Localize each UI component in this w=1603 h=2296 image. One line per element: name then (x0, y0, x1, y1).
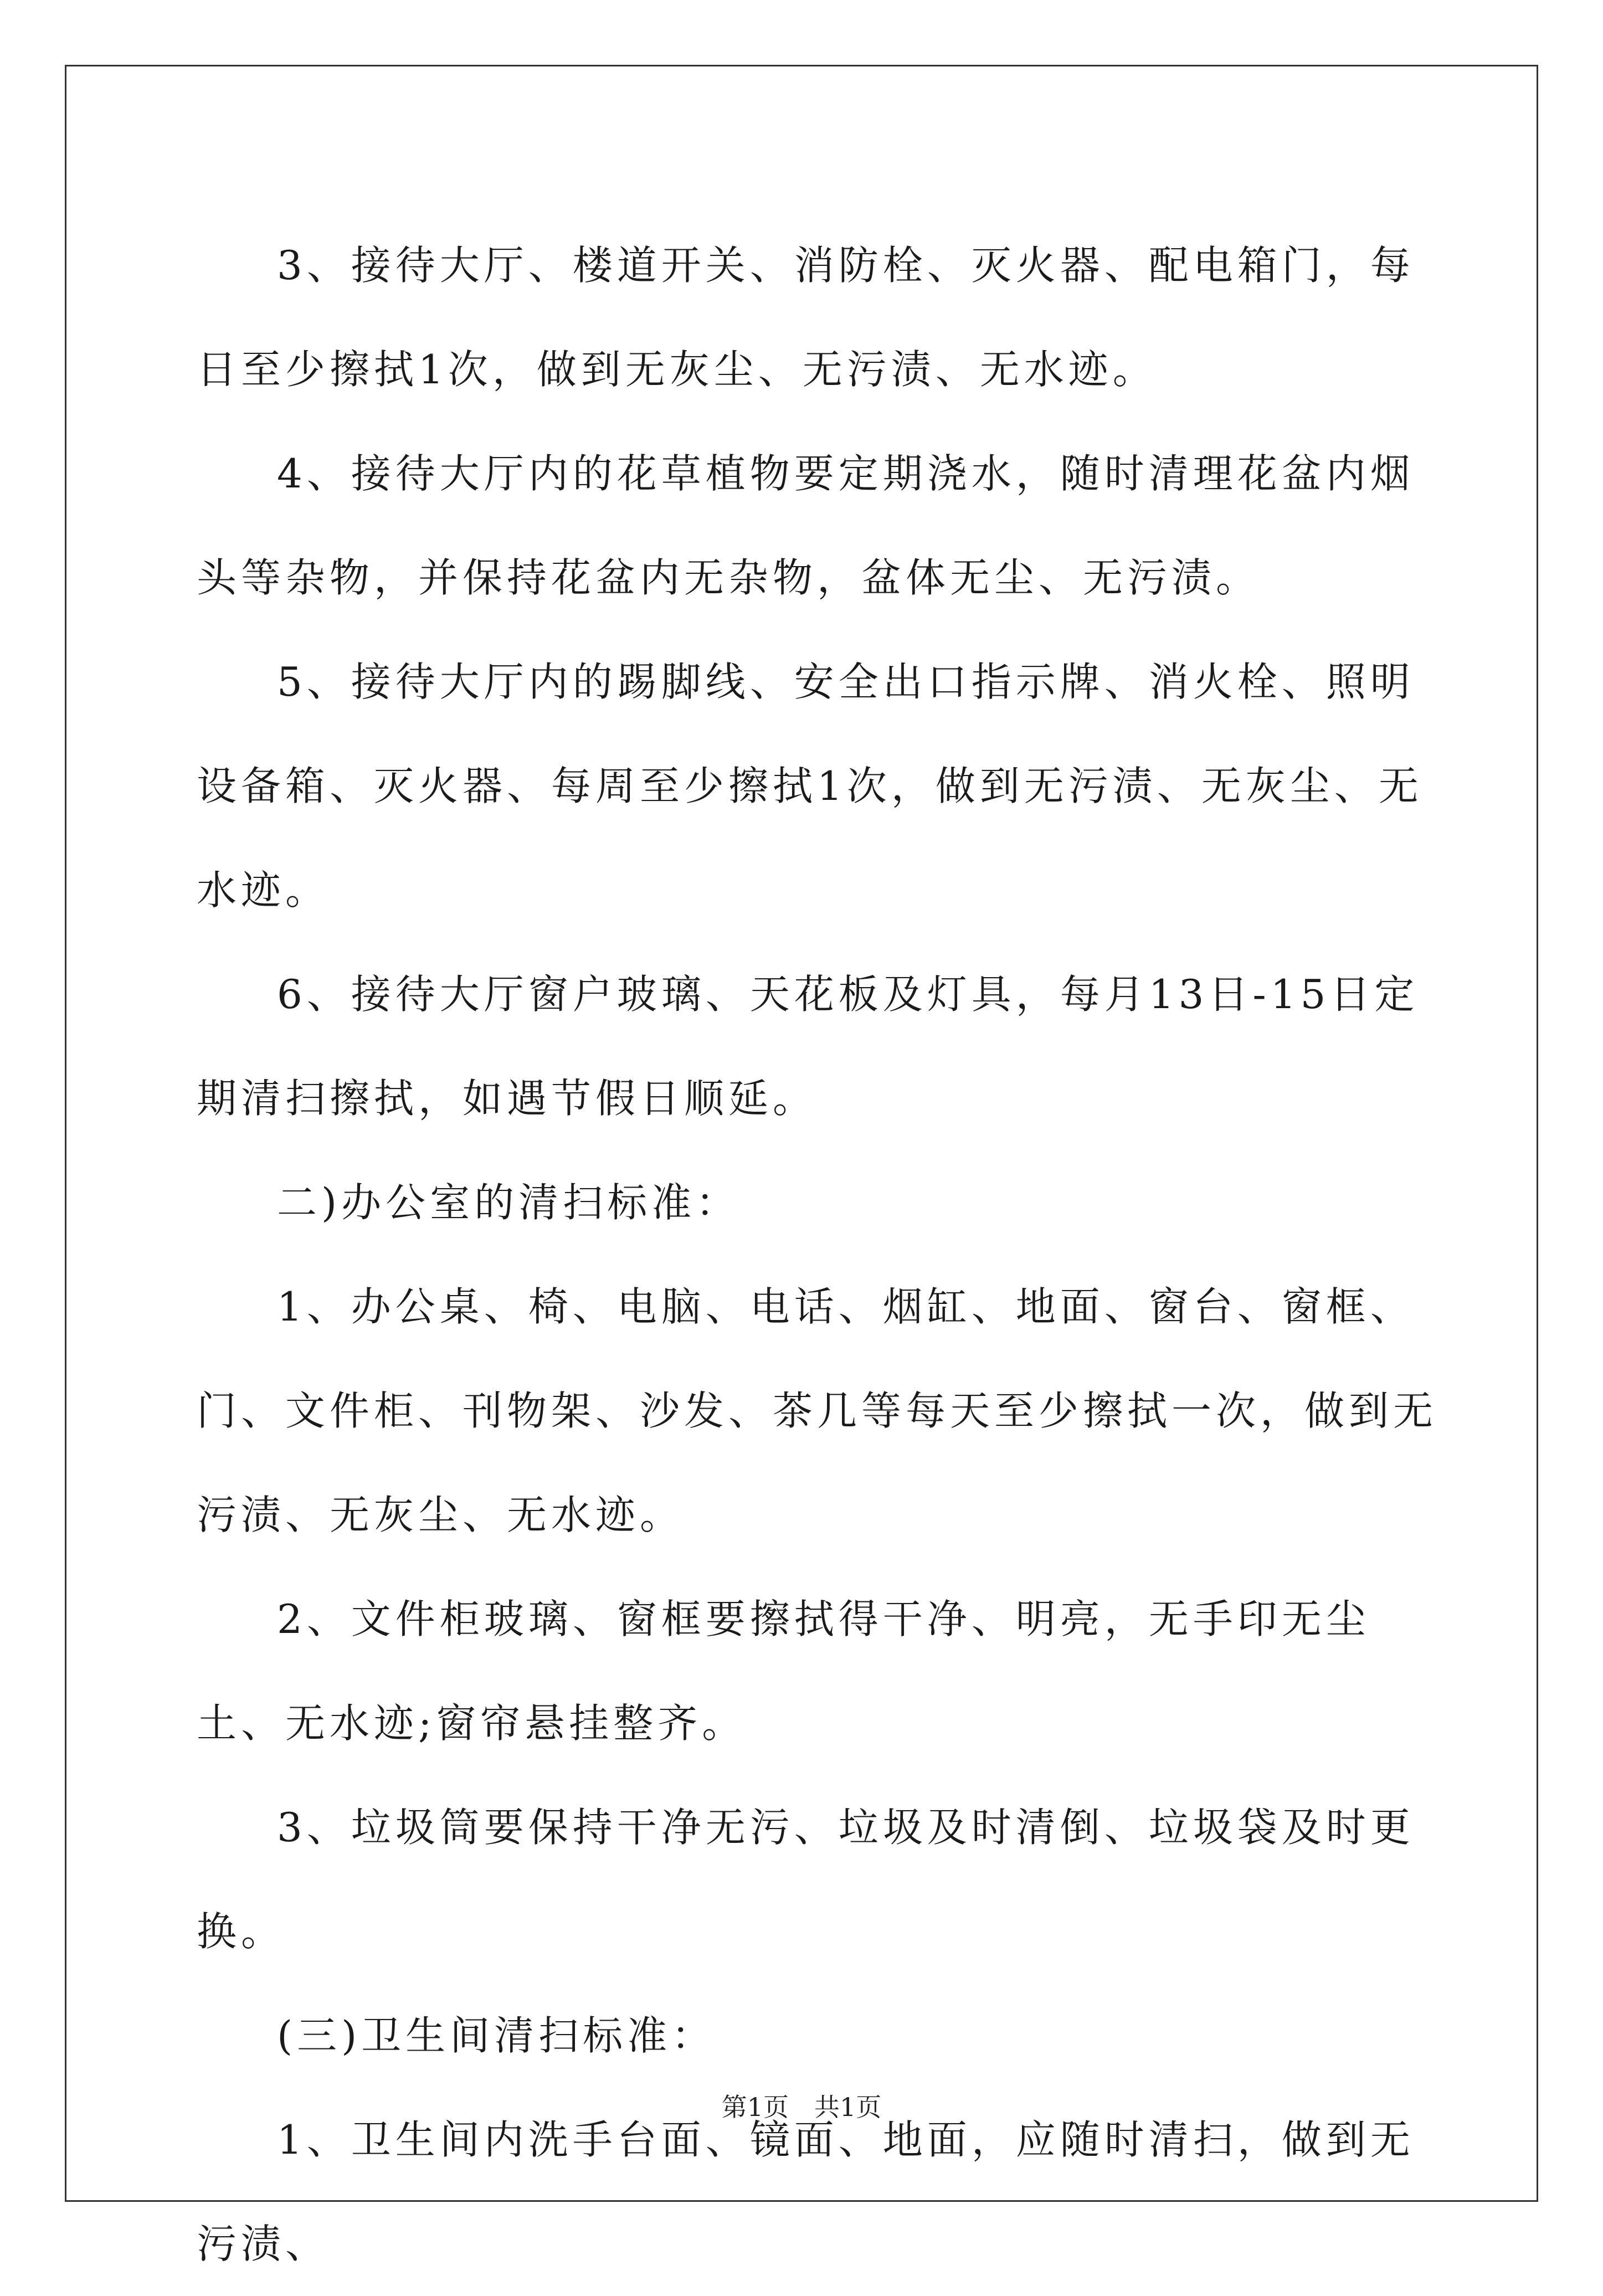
paragraph: 4、接待大厅内的花草植物要定期浇水，随时清理花盆内烟头等杂物，并保持花盆内无杂物，盆体无尘、无污渍。 (197, 450, 1415, 601)
section-heading: 二)办公室的清扫标准： (277, 1179, 741, 1226)
paragraph: 2、文件柜玻璃、窗框要擦拭得干净、明亮，无手印无尘土、无水迹;窗帘悬挂整齐。 (197, 1596, 1370, 1747)
paragraph: 3、接待大厅、楼道开关、消防栓、灭火器、配电箱门，每日至少擦拭1次，做到无灰尘、无污渍、无水迹。 (197, 242, 1415, 393)
paragraph: 1、办公桌、椅、电脑、电话、烟缸、地面、窗台、窗框、门、文件柜、刊物架、沙发、茶几等每天至少擦拭一次，做到无污渍、无灰尘、无水迹。 (197, 1283, 1438, 1538)
section-heading: (三)卫生间清扫标准： (277, 2012, 716, 2059)
document-body (197, 213, 1454, 2296)
paragraph: 3、垃圾筒要保持干净无污、垃圾及时清倒、垃圾袋及时更换。 (197, 1804, 1415, 1955)
paragraph: 5、接待大厅内的踢脚线、安全出口指示牌、消火栓、照明设备箱、灭火器、每周至少擦拭1次，做到无污渍、无灰尘、无水迹。 (197, 659, 1423, 913)
paragraph: 6、接待大厅窗户玻璃、天花板及灯具，每月13日-15日定期清扫擦拭，如遇节假日顺延。 (197, 971, 1419, 1122)
paragraph: 1、卫生间内洗手台面、镜面、地面，应随时清扫，做到无污渍、 (197, 2117, 1415, 2267)
page-footer: 第1页 共1页 (721, 2092, 882, 2122)
